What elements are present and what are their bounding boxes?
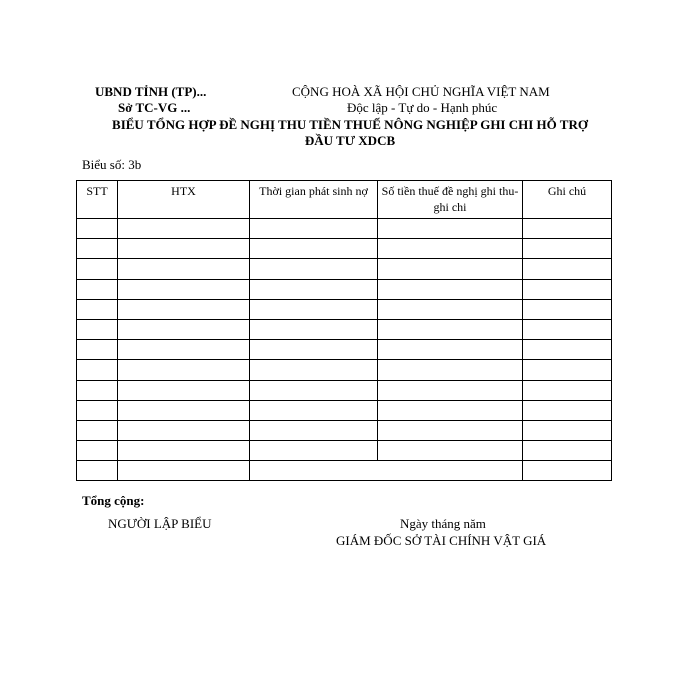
table-row bbox=[77, 420, 612, 440]
header-amount: Số tiền thuế đề nghị ghi thu-ghi chi bbox=[378, 181, 523, 219]
cell-amount bbox=[378, 441, 523, 461]
table-row bbox=[77, 219, 612, 239]
cell-htx bbox=[118, 219, 250, 239]
date-line: Ngày tháng năm bbox=[400, 516, 486, 531]
cell-htx bbox=[118, 420, 250, 440]
nation-motto: Độc lập - Tự do - Hạnh phúc bbox=[347, 100, 498, 115]
table-header-row bbox=[77, 181, 612, 219]
table-row bbox=[77, 239, 612, 259]
report-title-line1: BIỂU TỔNG HỢP ĐỀ NGHỊ THU TIỀN THUẾ NÔNG NGHIỆP GHI CHI HỖ TRỢ bbox=[112, 117, 588, 132]
cell-time bbox=[250, 340, 378, 360]
cell-htx bbox=[118, 239, 250, 259]
header-htx: HTX bbox=[118, 181, 250, 219]
cell-note bbox=[523, 219, 612, 239]
preparer-signature-label: NGƯỜI LẬP BIỂU bbox=[108, 516, 212, 531]
cell-htx bbox=[118, 279, 250, 299]
cell-amount bbox=[378, 319, 523, 339]
cell-note bbox=[523, 239, 612, 259]
cell-note bbox=[523, 340, 612, 360]
cell-amount bbox=[378, 380, 523, 400]
report-table bbox=[76, 180, 612, 481]
cell-htx bbox=[118, 299, 250, 319]
agency-name: UBND TỈNH (TP)... bbox=[95, 84, 207, 99]
director-signature-label: GIÁM ĐỐC SỞ TÀI CHÍNH VẬT GIÁ bbox=[336, 533, 547, 548]
cell-time bbox=[250, 360, 378, 380]
cell-time bbox=[250, 219, 378, 239]
cell-time bbox=[250, 259, 378, 279]
cell-amount bbox=[378, 219, 523, 239]
table-row bbox=[77, 299, 612, 319]
cell-stt bbox=[77, 340, 118, 360]
cell-stt bbox=[77, 219, 118, 239]
cell-stt bbox=[77, 259, 118, 279]
cell-stt bbox=[77, 319, 118, 339]
cell-note bbox=[523, 461, 612, 481]
cell-time bbox=[250, 299, 378, 319]
cell-stt bbox=[77, 239, 118, 259]
table-row bbox=[77, 441, 612, 461]
table-row bbox=[77, 319, 612, 339]
cell-htx bbox=[118, 461, 250, 481]
header-note: Ghi chú bbox=[523, 181, 612, 219]
cell-htx bbox=[118, 441, 250, 461]
cell-amount bbox=[378, 420, 523, 440]
cell-note bbox=[523, 259, 612, 279]
cell-stt bbox=[77, 360, 118, 380]
cell-time bbox=[250, 400, 378, 420]
cell-stt bbox=[77, 380, 118, 400]
header-time: Thời gian phát sinh nợ bbox=[250, 181, 378, 219]
cell-note bbox=[523, 279, 612, 299]
cell-note bbox=[523, 360, 612, 380]
cell-htx bbox=[118, 340, 250, 360]
department-name: Sở TC-VG ... bbox=[118, 100, 191, 115]
cell-note bbox=[523, 420, 612, 440]
cell-amount bbox=[378, 259, 523, 279]
cell-note bbox=[523, 400, 612, 420]
cell-stt bbox=[77, 420, 118, 440]
cell-note bbox=[523, 441, 612, 461]
cell-stt bbox=[77, 441, 118, 461]
cell-time bbox=[250, 380, 378, 400]
cell-merged bbox=[250, 461, 523, 481]
cell-htx bbox=[118, 400, 250, 420]
cell-stt bbox=[77, 461, 118, 481]
cell-stt bbox=[77, 299, 118, 319]
table-row bbox=[77, 279, 612, 299]
cell-amount bbox=[378, 360, 523, 380]
table-row bbox=[77, 461, 612, 481]
table-row bbox=[77, 340, 612, 360]
report-title-line2: ĐẦU TƯ XDCB bbox=[304, 133, 396, 148]
cell-stt bbox=[77, 279, 118, 299]
cell-amount bbox=[378, 299, 523, 319]
cell-stt bbox=[77, 400, 118, 420]
table-row bbox=[77, 380, 612, 400]
cell-htx bbox=[118, 360, 250, 380]
cell-time bbox=[250, 420, 378, 440]
total-label: Tổng cộng: bbox=[82, 493, 145, 508]
nation-title: CỘNG HOÀ XÃ HỘI CHỦ NGHĨA VIỆT NAM bbox=[292, 84, 550, 99]
cell-note bbox=[523, 319, 612, 339]
cell-amount bbox=[378, 279, 523, 299]
cell-htx bbox=[118, 319, 250, 339]
cell-time bbox=[250, 239, 378, 259]
table-row bbox=[77, 360, 612, 380]
table-row bbox=[77, 400, 612, 420]
cell-amount bbox=[378, 340, 523, 360]
form-number: Biểu số: 3b bbox=[82, 157, 142, 172]
cell-time bbox=[250, 319, 378, 339]
cell-amount bbox=[378, 400, 523, 420]
table-row bbox=[77, 259, 612, 279]
cell-time bbox=[250, 279, 378, 299]
cell-note bbox=[523, 299, 612, 319]
header-stt: STT bbox=[77, 181, 118, 219]
cell-htx bbox=[118, 259, 250, 279]
cell-note bbox=[523, 380, 612, 400]
cell-time bbox=[250, 441, 378, 461]
cell-amount bbox=[378, 239, 523, 259]
cell-htx bbox=[118, 380, 250, 400]
